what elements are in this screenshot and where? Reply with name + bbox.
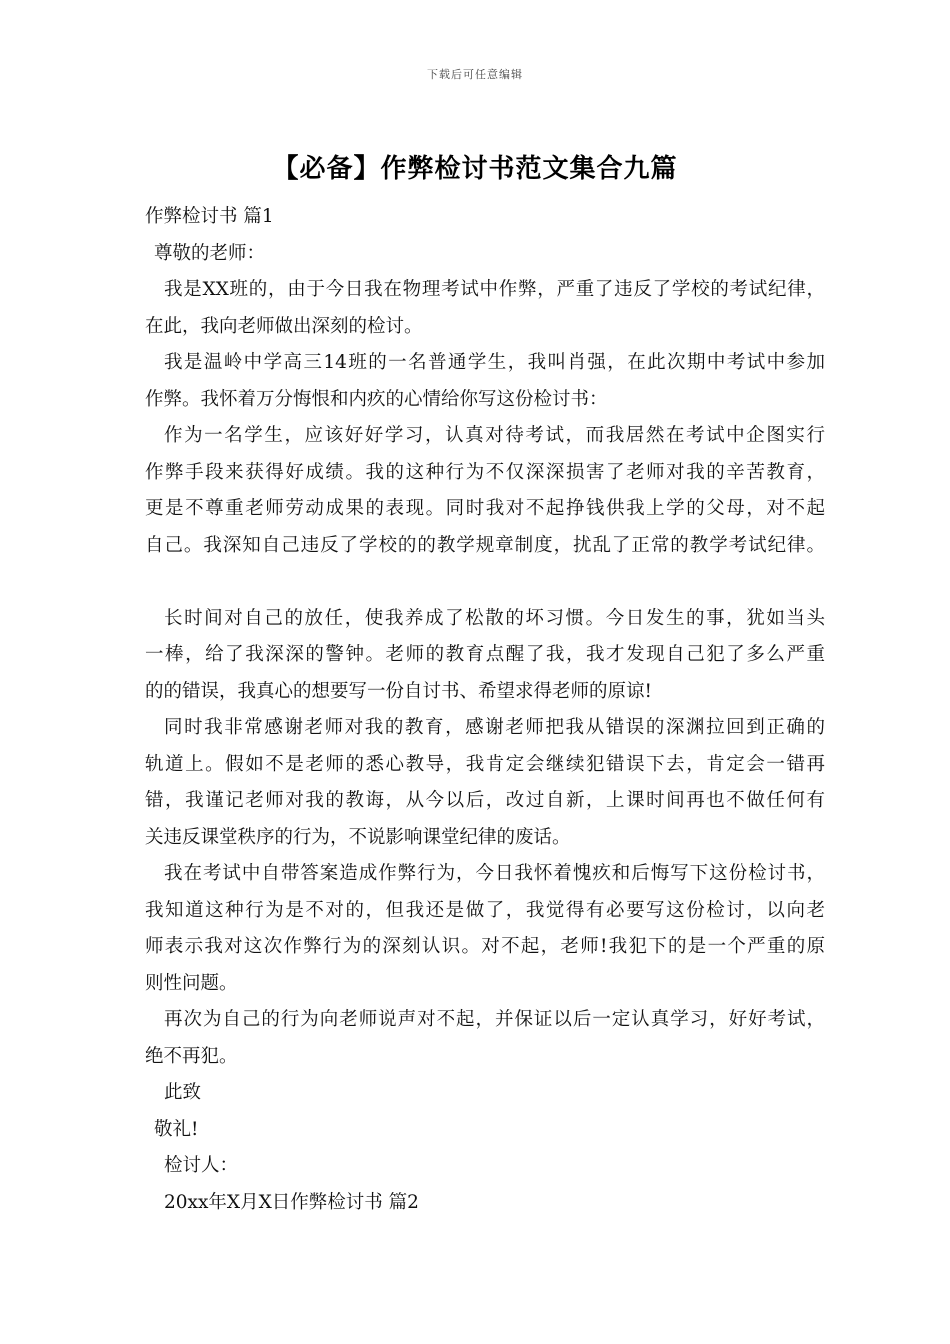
paragraph-line: 我是XX班的，由于今日我在物理考试中作弊，严重了违反了学校的考试纪律， xyxy=(164,279,825,300)
paragraph-line: 作为一名学生，应该好好学习，认真对待考试，而我居然在考试中企图实行 xyxy=(164,425,825,446)
paragraph-line: 再次为自己的行为向老师说声对不起，并保证以后一定认真学习，好好考试， xyxy=(164,1009,825,1030)
paragraph-line: 绝不再犯。 xyxy=(145,1045,238,1067)
paragraph-line: 更是不尊重老师劳动成果的表现。同时我对不起挣钱供我上学的父母，对不起 xyxy=(145,498,825,519)
paragraph-6 xyxy=(145,856,825,1002)
closing-regards: 此致 xyxy=(164,1082,202,1103)
paragraph-line: 长时间对自己的放任，使我养成了松散的坏习惯。今日发生的事，犹如当头 xyxy=(164,607,825,629)
paragraph-line: 自己。我深知自己违反了学校的的教学规章制度，扰乱了正常的教学考试纪律。 xyxy=(145,534,825,556)
paragraph-4 xyxy=(145,601,825,711)
header-note: 下载后可任意编辑 xyxy=(427,68,523,81)
paragraph-line: 我在考试中自带答案造成作弊行为，今日我怀着愧疚和后悔写下这份检讨书， xyxy=(164,863,825,884)
date-and-next-heading: 20xx年X月X日作弊检讨书 篇2 xyxy=(164,1191,419,1213)
paragraph-line: 轨道上。假如不是老师的悉心教导，我肯定会继续犯错误下去，肯定会一错再 xyxy=(145,753,825,775)
paragraph-line: 作弊手段来获得好成绩。我的这种行为不仅深深损害了老师对我的辛苦教育， xyxy=(145,461,825,483)
paragraph-line: 则性问题。 xyxy=(145,972,238,994)
section-heading: 作弊检讨书 篇1 xyxy=(145,206,274,227)
blank-line xyxy=(145,564,825,601)
signer-label: 检讨人： xyxy=(164,1155,239,1176)
paragraph-line: 在此，我向老师做出深刻的检讨。 xyxy=(145,315,423,337)
paragraph-line: 我是温岭中学高三14班的一名普通学生，我叫肖强，在此次期中考试中参加 xyxy=(164,352,825,373)
paragraph-3 xyxy=(145,418,825,564)
paragraph-line: 同时我非常感谢老师对我的教育，感谢老师把我从错误的深渊拉回到正确的 xyxy=(164,717,825,738)
paragraph-line: 的的错误，我真心的想要写一份自讨书、希望求得老师的原谅! xyxy=(145,680,652,702)
paragraph-line: 作弊。我怀着万分悔恨和内疚的心情给你写这份检讨书： xyxy=(145,388,608,410)
paragraph-5 xyxy=(145,710,825,856)
paragraph-7 xyxy=(145,1002,825,1075)
document-body xyxy=(145,199,825,1221)
paragraph-line: 错，我谨记老师对我的教诲，从今以后，改过自新，上课时间再也不做任何有 xyxy=(145,790,825,811)
paragraph-line: 一棒，给了我深深的警钟。老师的教育点醒了我，我才发现自己犯了多么严重 xyxy=(145,644,825,665)
paragraph-line: 我知道这种行为是不对的，但我还是做了，我觉得有必要写这份检讨，以向老 xyxy=(145,899,825,921)
paragraph-1 xyxy=(145,272,825,345)
paragraph-line: 师表示我对这次作弊行为的深刻认识。对不起，老师!我犯下的是一个严重的原 xyxy=(145,936,825,957)
paragraph-line: 关违反课堂秩序的行为，不说影响课堂纪律的废话。 xyxy=(145,826,571,848)
paragraph-2 xyxy=(145,345,825,418)
closing-salute: 敬礼! xyxy=(154,1118,199,1140)
document-title: 【必备】作弊检讨书范文集合九篇 xyxy=(272,154,678,184)
salutation: 尊敬的老师： xyxy=(154,242,266,264)
